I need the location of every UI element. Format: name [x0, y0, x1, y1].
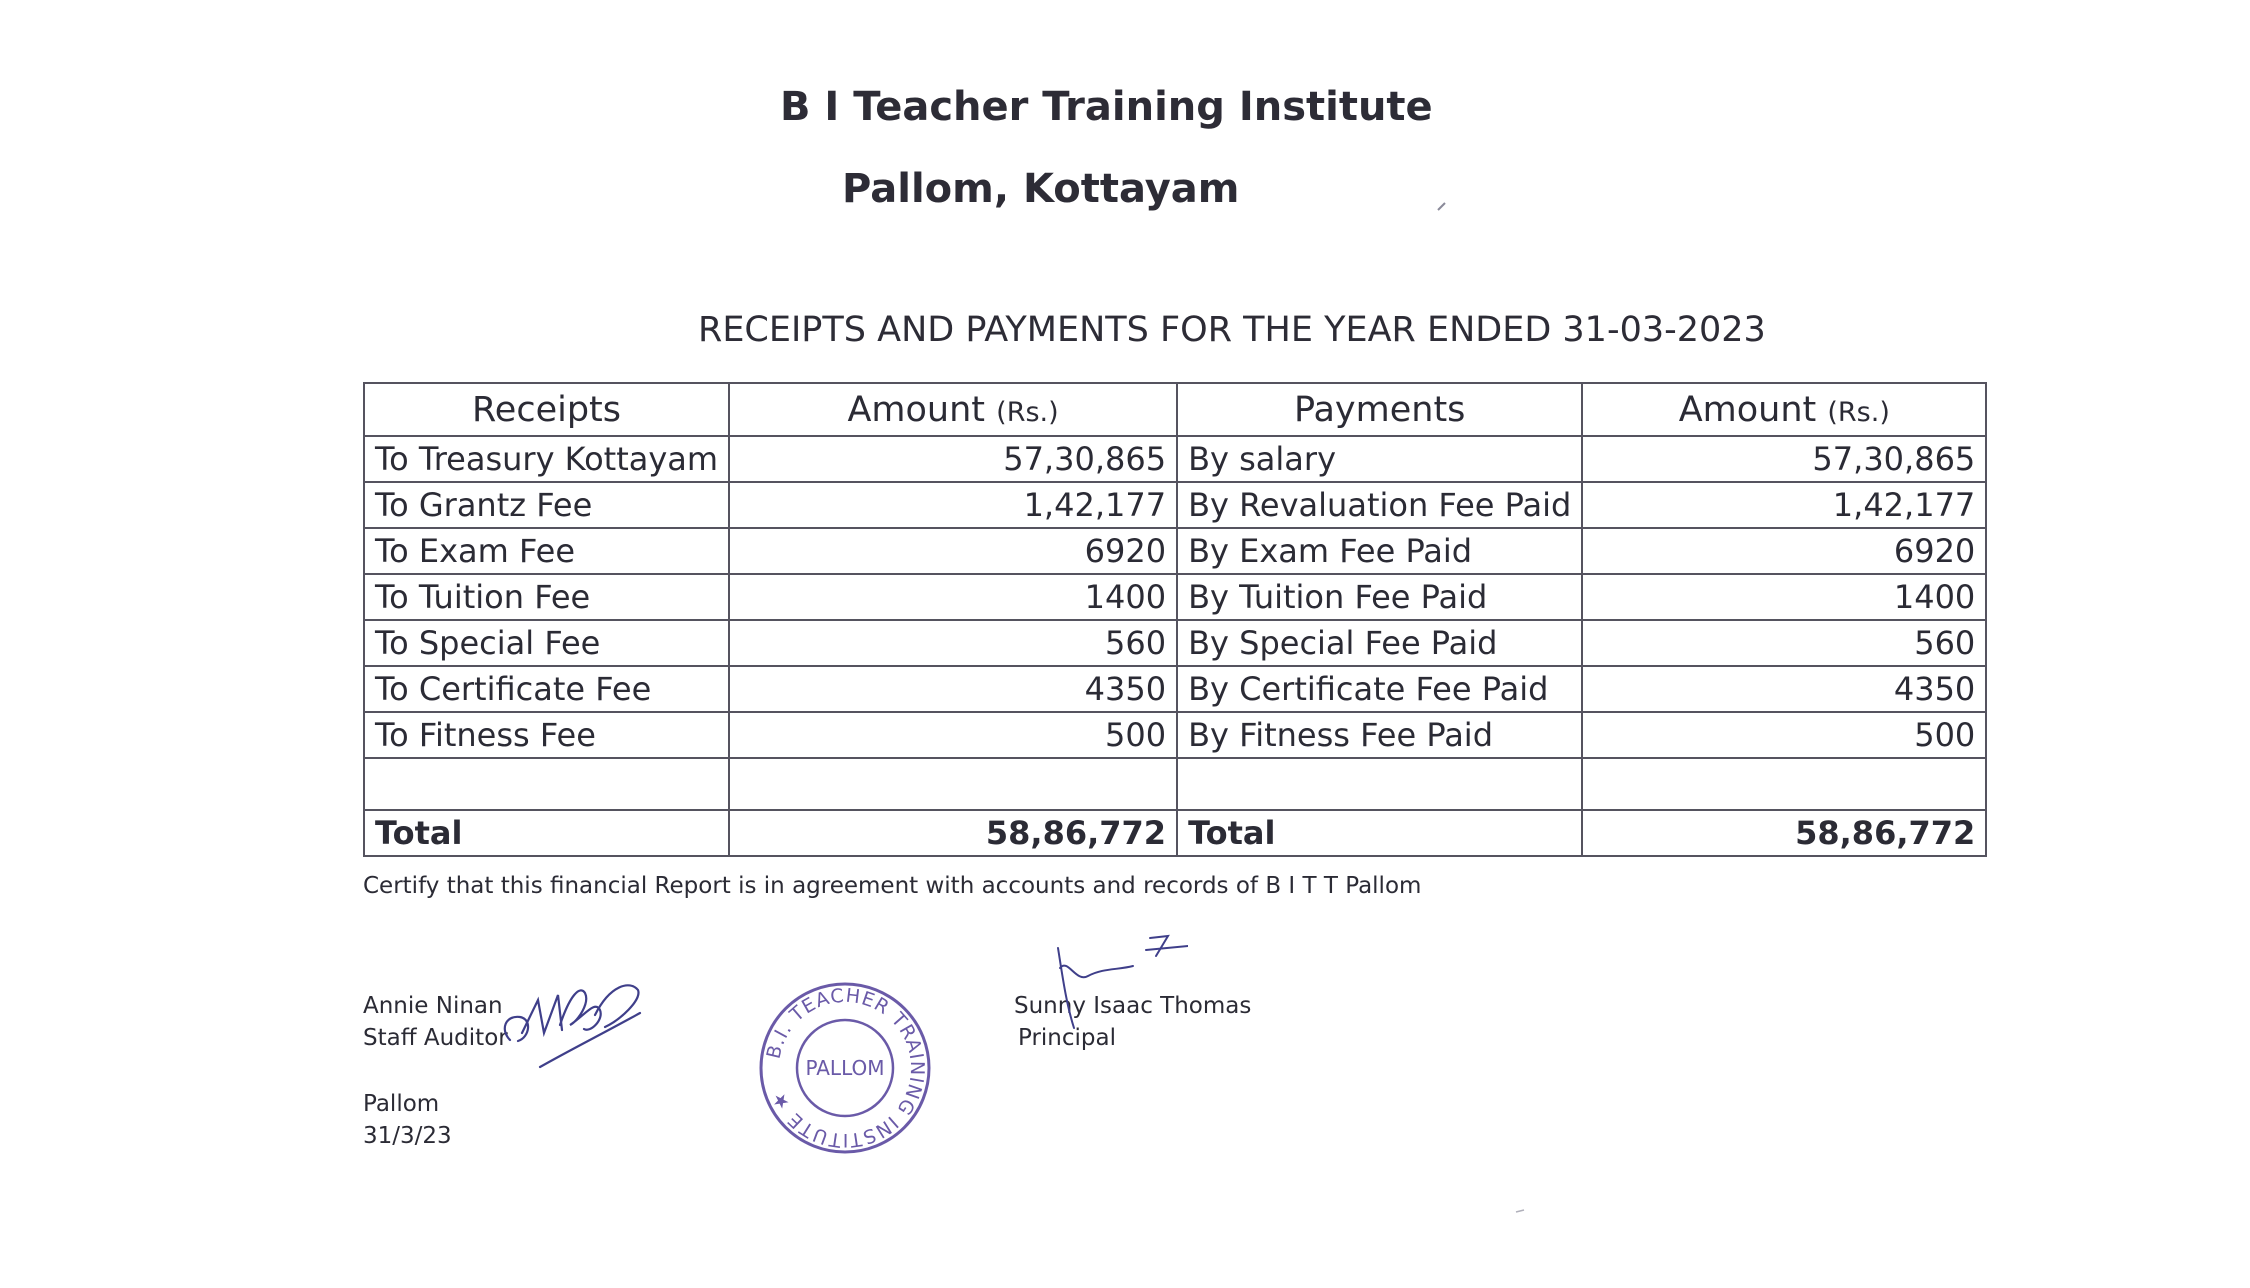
receipt-amount: 500 — [729, 712, 1177, 758]
table-row — [364, 712, 1986, 758]
receipt-amount: 6920 — [729, 528, 1177, 574]
header-payments: Payments — [1177, 383, 1582, 436]
blank-cell — [1177, 758, 1582, 810]
receipt-label: To Treasury Kottayam — [364, 436, 729, 482]
unit-label: (Rs.) — [1827, 396, 1890, 428]
blank-cell — [1582, 758, 1986, 810]
receipt-label: To Exam Fee — [364, 528, 729, 574]
receipt-label: To Fitness Fee — [364, 712, 729, 758]
payment-label: By Exam Fee Paid — [1177, 528, 1582, 574]
header-payments-amount: Amount (Rs.) — [1582, 383, 1986, 436]
institution-location: Pallom, Kottayam — [842, 166, 1240, 212]
scan-speck — [1515, 1208, 1525, 1214]
header-receipts: Receipts — [364, 383, 729, 436]
receipt-amount: 4350 — [729, 666, 1177, 712]
table-row — [364, 620, 1986, 666]
unit-label: (Rs.) — [996, 396, 1059, 428]
receipt-label: To Grantz Fee — [364, 482, 729, 528]
table-header-row — [364, 383, 1986, 436]
payment-amount: 6920 — [1582, 528, 1986, 574]
scan-speck — [1436, 200, 1448, 212]
payment-amount: 560 — [1582, 620, 1986, 666]
seal-ring-text: B.I. TEACHER TRAINING INSTITUTE ★ — [762, 984, 929, 1152]
table-row — [364, 528, 1986, 574]
payments-total-amount: 58,86,772 — [1582, 810, 1986, 856]
payment-label: By Fitness Fee Paid — [1177, 712, 1582, 758]
payment-amount: 57,30,865 — [1582, 436, 1986, 482]
receipt-amount: 1,42,177 — [729, 482, 1177, 528]
payment-amount: 1400 — [1582, 574, 1986, 620]
payment-label: By Tuition Fee Paid — [1177, 574, 1582, 620]
principal-role: Principal — [1018, 1025, 1117, 1051]
payment-label: By Revaluation Fee Paid — [1177, 482, 1582, 528]
place-date-block — [363, 1088, 452, 1152]
receipt-label: To Tuition Fee — [364, 574, 729, 620]
receipt-label: To Special Fee — [364, 620, 729, 666]
receipt-amount: 57,30,865 — [729, 436, 1177, 482]
receipt-label: To Certificate Fee — [364, 666, 729, 712]
institute-seal — [755, 978, 935, 1158]
payment-amount: 4350 — [1582, 666, 1986, 712]
seal-center-text: PALLOM — [805, 1056, 885, 1080]
institution-name: B I Teacher Training Institute — [780, 84, 1433, 130]
blank-cell — [364, 758, 729, 810]
table-row — [364, 574, 1986, 620]
payment-label: By Special Fee Paid — [1177, 620, 1582, 666]
total-row — [364, 810, 1986, 856]
table-row — [364, 666, 1986, 712]
auditor-block — [363, 990, 508, 1054]
certification-statement: Certify that this financial Report is in agreement with accounts and records of B I T T Pallom — [363, 873, 1422, 899]
payment-label: By salary — [1177, 436, 1582, 482]
blank-cell — [729, 758, 1177, 810]
payment-amount: 1,42,177 — [1582, 482, 1986, 528]
auditor-name: Annie Ninan — [363, 993, 503, 1019]
report-title: RECEIPTS AND PAYMENTS FOR THE YEAR ENDED 31-03-2023 — [698, 310, 1766, 350]
date: 31/3/23 — [363, 1123, 452, 1149]
header-receipts-amount: Amount (Rs.) — [729, 383, 1177, 436]
table-row — [364, 482, 1986, 528]
principal-name: Sunny Isaac Thomas — [1014, 993, 1252, 1019]
blank-row — [364, 758, 1986, 810]
auditor-role: Staff Auditor — [363, 1025, 508, 1051]
payment-label: By Certificate Fee Paid — [1177, 666, 1582, 712]
receipts-total-label: Total — [364, 810, 729, 856]
principal-signature — [1048, 928, 1188, 1038]
payments-total-label: Total — [1177, 810, 1582, 856]
table-row — [364, 436, 1986, 482]
payment-amount: 500 — [1582, 712, 1986, 758]
receipt-amount: 1400 — [729, 574, 1177, 620]
receipt-amount: 560 — [729, 620, 1177, 666]
place: Pallom — [363, 1091, 440, 1117]
receipts-payments-table — [363, 382, 1987, 857]
receipts-total-amount: 58,86,772 — [729, 810, 1177, 856]
auditor-signature — [500, 955, 645, 1070]
